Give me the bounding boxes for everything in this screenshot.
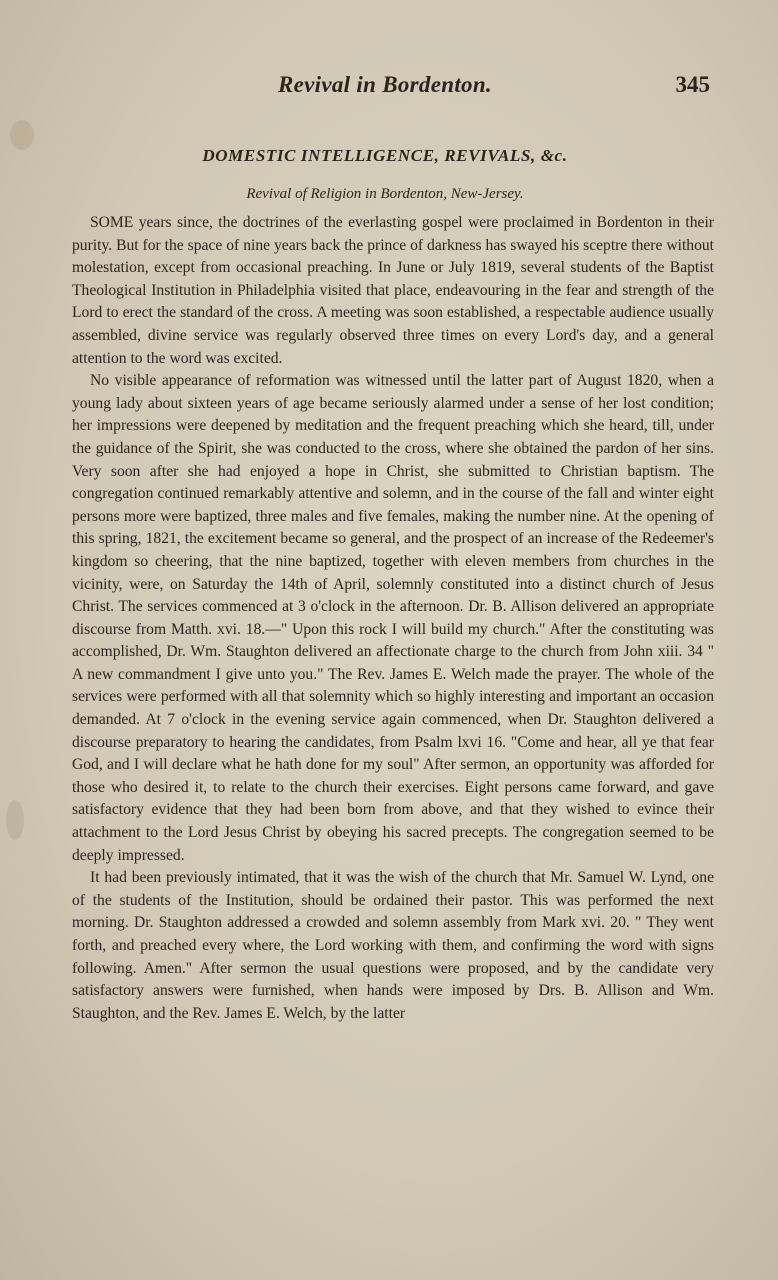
running-title: Revival in Bordenton. (278, 72, 492, 97)
section-heading: DOMESTIC INTELLIGENCE, REVIVALS, &c. (202, 146, 568, 165)
article-body (72, 212, 714, 1230)
paragraph: It had been previously intimated, that it was the wish of the church that Mr. Samuel W. Lynd, one of the students of the Institution, should be ordained their pastor. This was performed the next morning. Dr. Staughton addressed a crowded and solemn assembly from Mark xvi. 20. " They went forth, and preached every where, the Lord working with them, and confirming the word with signs following. Amen." After sermon the usual questions were proposed, and by the candidate very satisfactory answers were furnished, when hands were imposed by Drs. B. Allison and Wm. Staughton, and the Rev. James E. Welch, by the latter (72, 869, 714, 1022)
paragraph: SOME years since, the doctrines of the everlasting gospel were proclaimed in Bordenton in their purity. But for the space of nine years back the prince of darkness has swayed his sceptre there without molestation, except from occasional preaching. In June or July 1819, several students of the Baptist Theological Institution in Philadelphia visited that place, endeavouring in the fear and strength of the Lord to erect the standard of the cross. A meeting was soon established, a respectable audience usually assembled, divine service was regularly observed three times on every Lord's day, and a general attention to the word was excited. (72, 214, 714, 367)
page-number: 345 (675, 72, 710, 97)
paper-stain (6, 800, 24, 840)
article-title: Revival of Religion in Bordenton, New-Jersey. (246, 186, 524, 202)
paper-stain (10, 120, 34, 150)
running-head (60, 72, 710, 106)
paragraph: No visible appearance of reformation was witnessed until the latter part of August 1820, when a young lady about sixteen years of age became seriously alarmed under a sense of her lost condition; her impressions were deepened by meditation and the frequent preaching which she heard, till, under the guidance of the Spirit, she was conducted to the cross, where she obtained the pardon of her sins. Very soon after she had enjoyed a hope in Christ, she submitted to Christian baptism. The congregation continued remarkably attentive and solemn, and in the course of the fall and winter eight persons more were baptized, three males and five females, making the number nine. At the opening of this spring, 1821, the excitement became so general, and the prospect of an increase of the Redeemer's kingdom so cheering, that the nine baptized, together with eleven members from churches in the vicinity, were, on Saturday the 14th of April, solemnly constituted into a distinct church of Jesus Christ. The services commenced at 3 o'clock in the afternoon. Dr. B. Allison delivered an appropriate discourse from Matth. xvi. 18.—" Upon this rock I will build my church." After the constituting was accomplished, Dr. Wm. Staughton delivered an affectionate charge to the church from John xiii. 34 " A new commandment I give unto you." The Rev. James E. Welch made the prayer. The whole of the services were performed with all that solemnity which so highly interesting and important an occasion demanded. At 7 o'clock in the evening service again commenced, when Dr. Staughton delivered a discourse preparatory to hearing the candidates, from Psalm lxvi 16. "Come and hear, all ye that fear God, and I will declare what he hath done for my soul" After sermon, an opportunity was afforded for those who desired it, to relate to the church their exercises. Eight persons came forward, and gave satisfactory evidence that they had been born from above, and that they wished to evince their attachment to the Lord Jesus Christ by obeying his sacred precepts. The congregation seemed to be deeply impressed. (72, 372, 714, 864)
